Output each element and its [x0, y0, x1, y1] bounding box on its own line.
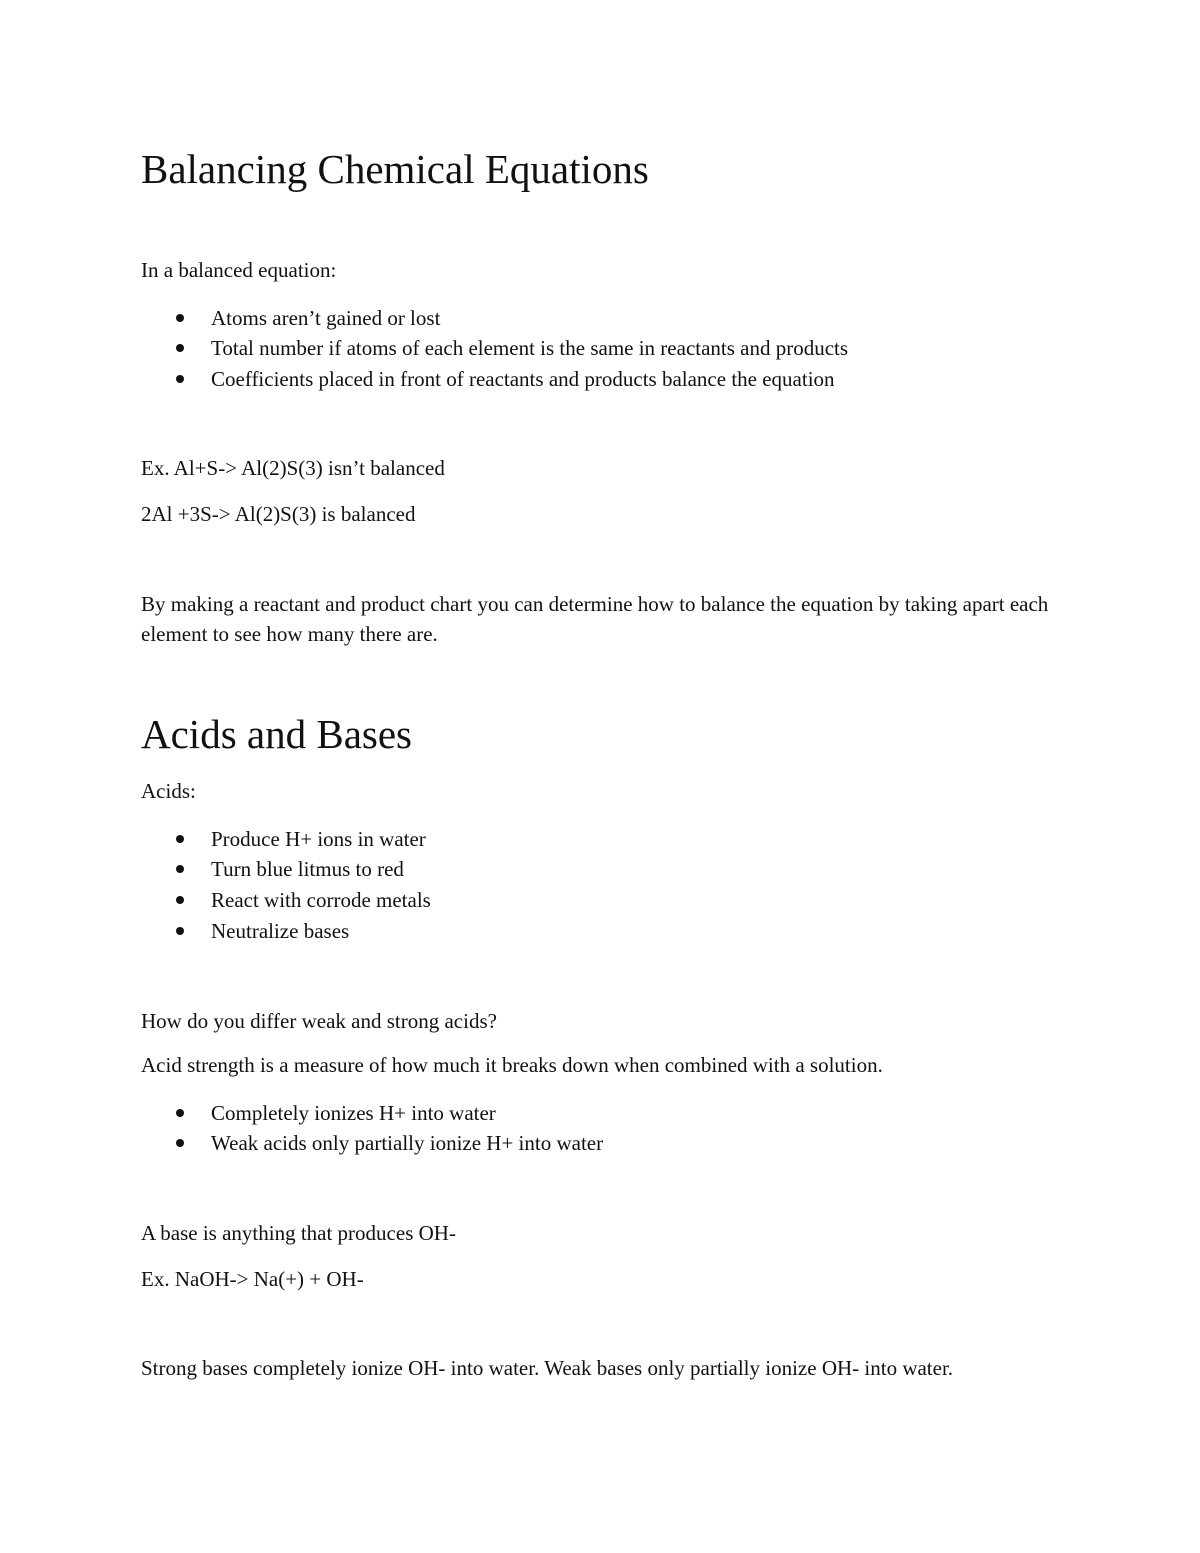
list-item-text: Neutralize bases — [211, 919, 350, 943]
base-strength-note: Strong bases completely ionize OH- into water. Weak bases only partially ionize OH- into water. — [141, 1356, 954, 1380]
example-balanced: 2Al +3S-> Al(2)S(3) is balanced — [141, 502, 416, 526]
section-title-acids-bases: Acids and Bases — [141, 711, 413, 757]
bullet-dot — [176, 1139, 184, 1147]
weak-strong-question: How do you differ weak and strong acids? — [141, 1009, 497, 1033]
list-item-text: Turn blue litmus to red — [211, 857, 404, 881]
bullet-dot — [176, 314, 184, 322]
section-title-balancing: Balancing Chemical Equations — [141, 146, 649, 192]
list-item-text: React with corrode metals — [211, 888, 431, 912]
acids-label: Acids: — [141, 779, 196, 803]
example-unbalanced: Ex. Al+S-> Al(2)S(3) isn’t balanced — [141, 456, 445, 480]
list-item-text: Produce H+ ions in water — [211, 827, 426, 851]
bullet-dot — [176, 835, 184, 843]
balanced-equation-intro: In a balanced equation: — [141, 258, 337, 282]
list-item-text: Total number if atoms of each element is the same in reactants and products — [211, 336, 849, 360]
base-example: Ex. NaOH-> Na(+) + OH- — [141, 1267, 364, 1291]
reactant-product-chart-note: By making a reactant and product chart you can determine how to balance the equation by taking apart each element to see how many there are. — [141, 592, 1049, 646]
list-item-text: Completely ionizes H+ into water — [211, 1101, 496, 1125]
list-item-text: Atoms aren’t gained or lost — [211, 306, 441, 330]
bullet-dot — [176, 865, 184, 873]
list-item-text: Coefficients placed in front of reactants and products balance the equation — [211, 367, 835, 391]
acid-strength-definition: Acid strength is a measure of how much it breaks down when combined with a solution. — [141, 1053, 883, 1077]
bullet-dot — [176, 344, 184, 352]
bullet-dot — [176, 375, 184, 383]
bullet-dot — [176, 1109, 184, 1117]
base-definition: A base is anything that produces OH- — [141, 1221, 456, 1245]
bullet-dot — [176, 927, 184, 935]
bullet-dot — [176, 896, 184, 904]
list-item-text: Weak acids only partially ionize H+ into water — [211, 1131, 604, 1155]
